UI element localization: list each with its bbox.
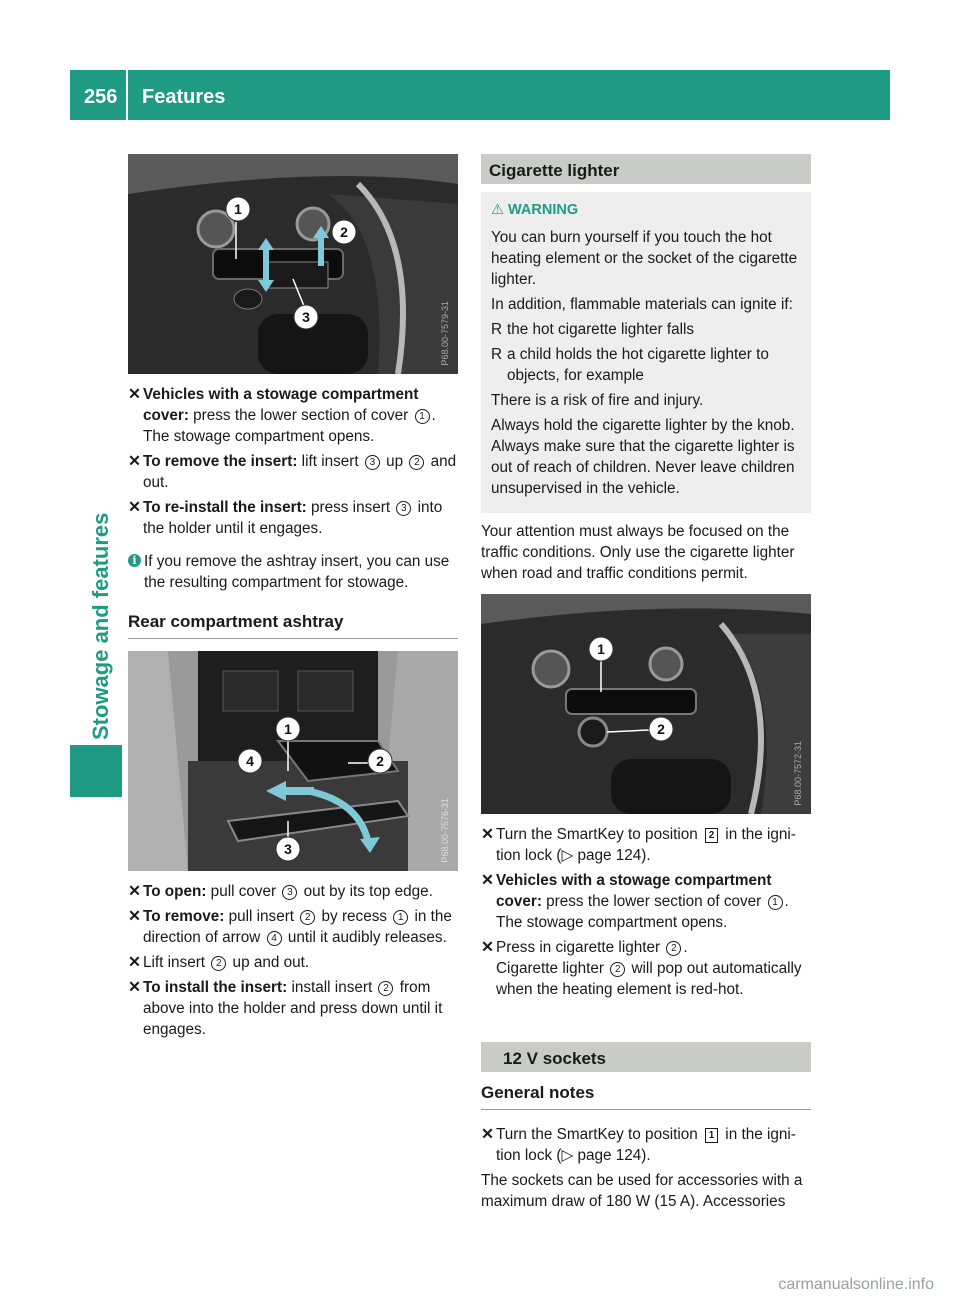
page-ref-icon: ▷ [561, 847, 574, 864]
section-title: Features [142, 86, 226, 108]
step-arrow-icon: ✕ [128, 499, 141, 516]
callout-2-icon [368, 749, 392, 773]
svg-text:2: 2 [340, 224, 348, 240]
photo-rear-ashtray [128, 651, 458, 871]
side-tab-marker [70, 745, 122, 797]
step-arrow-icon: ✕ [128, 908, 141, 925]
warning-bullet: R the hot cigarette lighter falls [491, 321, 695, 338]
svg-text:1: 1 [284, 721, 292, 737]
instruction-item: ✕ To open: pull cover 3 out by its top edge. [128, 883, 433, 900]
warning-bullet: R a child holds the hot cigarette lighter to objects, for example [491, 346, 769, 384]
step-arrow-icon: ✕ [481, 872, 494, 889]
step-arrow-icon: ✕ [481, 826, 494, 843]
callout-1-icon [589, 637, 613, 661]
page-ref-icon: ▷ [561, 1147, 574, 1164]
header-divider [126, 70, 128, 120]
instruction-item: ✕ Vehicles with a stowage compartment cover: press the lower section of cover 1 . The stowage compartment opens. [481, 872, 789, 931]
side-tab-label: Stowage and features [88, 512, 113, 740]
step-arrow-icon: ✕ [128, 386, 141, 403]
callout-2-icon [649, 717, 673, 741]
photo-code: P68.00-7572-31 [793, 741, 803, 806]
callout-4-icon [238, 749, 262, 773]
svg-text:2: 2 [657, 721, 665, 737]
callout-3-icon [276, 837, 300, 861]
instruction-item: ✕ To remove the insert: lift insert 3 up 2 and out. [128, 453, 457, 491]
watermark: carmanualsonline.info [778, 1276, 934, 1293]
svg-text:3: 3 [302, 309, 310, 325]
step-arrow-icon: ✕ [128, 453, 141, 470]
heading-general-notes: General notes [481, 1082, 811, 1110]
photo-code: P68.00-7576-31 [440, 798, 450, 863]
photo-cigarette-lighter [481, 594, 811, 814]
instruction-item: ✕ Turn the SmartKey to position 2 in the ignition lock (▷ page 124). [481, 826, 796, 864]
bullet-icon: R [491, 321, 503, 338]
step-arrow-icon: ✕ [128, 979, 141, 996]
heading-cigarette-lighter: Cigarette lighter [481, 154, 811, 184]
warning-title: ⚠ WARNING [491, 202, 579, 218]
key-position-icon: 2 [705, 828, 718, 843]
instruction-item: ✕ Press in cigarette lighter 2 . Cigarette lighter 2 will pop out automatically when the heating element is red-hot. [481, 939, 802, 998]
instruction-item: ✕ To re-install the insert: press insert 3 into the holder until it engages. [128, 499, 443, 537]
instruction-item: ✕ Lift insert 2 up and out. [128, 954, 310, 971]
callout-1-icon [226, 197, 250, 221]
heading-12v-sockets: 12 V sockets [481, 1042, 811, 1072]
step-arrow-icon: ✕ [128, 883, 141, 900]
instruction-item: ✕ Vehicles with a stowage compartment cover: press the lower section of cover 1 . The stowage compartment opens. [128, 386, 436, 445]
key-position-icon: 1 [705, 1128, 718, 1143]
callout-3-icon [294, 305, 318, 329]
photo-stowage-compartment [128, 154, 458, 374]
svg-text:1: 1 [234, 201, 242, 217]
instruction-item: ✕ To install the insert: install insert 2 from above into the holder and press down until it engages. [128, 979, 443, 1038]
attention-text: Your attention must always be focused on the traffic conditions. Only use the cigarette lighter when road and traffic conditions permit. [481, 523, 795, 582]
svg-text:1: 1 [597, 641, 605, 657]
instruction-item: ✕ Turn the SmartKey to position 1 in the ignition lock (▷ page 124). [481, 1126, 796, 1164]
right-column [481, 154, 811, 1212]
svg-text:4: 4 [246, 753, 254, 769]
step-arrow-icon: ✕ [481, 939, 494, 956]
callout-ref: 1 [415, 409, 430, 424]
warning-triangle-icon: ⚠ [491, 202, 504, 218]
callout-1-icon [276, 717, 300, 741]
heading-rear-ashtray: Rear compartment ashtray [128, 611, 458, 639]
step-arrow-icon: ✕ [128, 954, 141, 971]
photo-code: P68.00-7579-31 [440, 301, 450, 366]
info-note: i If you remove the ashtray insert, you can use the resulting compartment for stowage. [128, 551, 458, 593]
bullet-icon: R [491, 346, 503, 363]
svg-text:2: 2 [376, 753, 384, 769]
page-header [70, 70, 890, 120]
sockets-text: The sockets can be used for accessories with a maximum draw of 180 W (15 A). Accessories [481, 1172, 803, 1210]
instruction-item: ✕ To remove: pull insert 2 by recess 1 in the direction of arrow 4 until it audibly releases. [128, 908, 452, 946]
step-arrow-icon: ✕ [481, 1126, 494, 1143]
page-number: 256 [84, 86, 118, 108]
info-icon: i [128, 554, 141, 567]
callout-2-icon [332, 220, 356, 244]
svg-text:3: 3 [284, 841, 292, 857]
left-column [128, 154, 458, 1044]
warning-box: ⚠ WARNING You can burn yourself if you touch the hot heating element or the socket of the cigarette lighter. In addition, flammable materials can ignite if: R the hot cigarette lighter falls R a child holds the hot cigarette lighter to objects, for example There is a risk of fire and injury. Always hold the cigarette lighter by the knob. Always make sure that the cigarette lighter is out of reach of children. Never leave children unsupervised in the vehicle. [481, 192, 811, 513]
